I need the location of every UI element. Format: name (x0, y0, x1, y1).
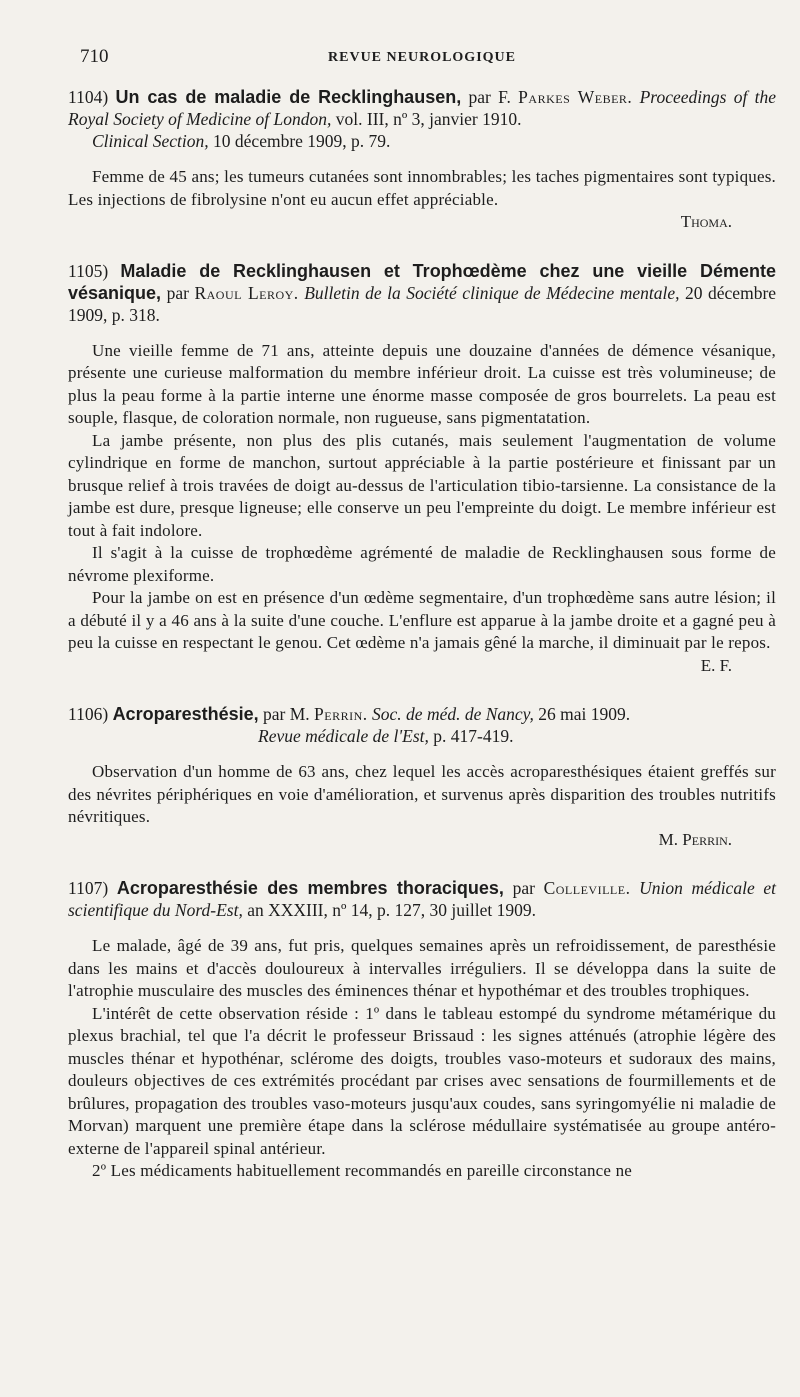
entry-author: Parkes Weber. (518, 87, 633, 107)
entry-author: Colleville. (543, 878, 631, 898)
entry-heading (68, 86, 776, 152)
entry-heading (68, 260, 776, 326)
entry-source-details: an XXXIII, nº 14, p. 127, 30 juillet 1909. (247, 900, 536, 920)
entry-source: Union médicale et scientifique du Nord-Est, (68, 878, 777, 920)
entry-number: 1106) (68, 704, 109, 724)
signature-line (68, 829, 776, 852)
signature-line (68, 655, 776, 678)
paragraph: Femme de 45 ans; les tumeurs cutanées sont innombrables; les taches pigmentaires sont typiques. Les injections de fibrolysine n'ont eu aucun effet appréciable. (68, 167, 776, 209)
entry-heading (68, 703, 776, 747)
paragraph: Le malade, âgé de 39 ans, fut pris, quelques semaines après un refroidissement, de paresthésie dans les mains et d'accès douloureux à intervalles irréguliers. Il se développa dans la suite de l'atrophie musculaire des muscles des éminences thénar et hypothémar et des troubles trophiques. (68, 936, 776, 1000)
entry-source-secondary: Revue médicale de l'Est, (258, 726, 429, 746)
entry-source-details: 20 décembre 1909, p. 318. (68, 282, 777, 325)
entry-title: Un cas de maladie de Recklinghausen, (115, 87, 462, 107)
paragraph: Il s'agit à la cuisse de trophœdème agrémenté de maladie de Recklinghausen sous forme de névrome plexiforme. (68, 543, 776, 585)
entry-title: Acroparesthésie des membres thoraciques, (116, 878, 504, 898)
entry-source: Bulletin de la Société clinique de Médecine mentale, (304, 282, 680, 303)
entry-source-secondary-details: p. 417-419. (433, 726, 514, 746)
entry-number: 1104) (68, 87, 109, 107)
paragraph: La jambe présente, non plus des plis cutanés, mais seulement l'augmentation de volume cylindrique en forme de manchon, surtout appréciable à la partie postérieure et finissant par un brusque relief à trois travées de doigt au-dessus de l'articulation tibio-tarsienne. La consistance de la jambe est dure, presque ligneuse; elle conserve un peu l'empreinte du doigt. Le membre inférieur est tout à fait indolore. (68, 430, 776, 540)
entry-source-secondary-details: 10 décembre 1909, p. 79. (213, 131, 391, 151)
entry-by: par M. (263, 704, 310, 724)
entry-author: Raoul Leroy. (194, 282, 299, 303)
entry-source: Soc. de méd. de Nancy, (372, 704, 534, 724)
abstract-entry (68, 703, 776, 851)
entry-source: Proceedings of the Royal Society of Medicine of London, (68, 87, 777, 129)
entry-title: Acroparesthésie, (112, 704, 259, 724)
entry-by: par (512, 878, 535, 898)
paragraph: Observation d'un homme de 63 ans, chez lequel les accès acroparesthésiques étaient greffés sur des névrites périphériques en voie d'amélioration, et survenus après disparition des troubles nutritifs névritiques. (68, 762, 776, 826)
entry-heading (68, 877, 776, 921)
paragraph: 2º Les médicaments habituellement recommandés en pareille circonstance ne (92, 1161, 633, 1180)
signature: Thoma. (680, 212, 732, 231)
page-header (68, 44, 776, 80)
entry-number: 1105) (68, 260, 109, 281)
paragraph: Une vieille femme de 71 ans, atteinte depuis une douzaine d'années de démence vésanique, présente une curieuse malformation du membre inférieur droit. La cuisse est très volumineuse; de plus la peau forme à la partie interne une énorme masse composée de gros bourrelets. La peau est souple, flasque, de coloration normale, non rugueuse, sans pigmentatation. (68, 340, 776, 427)
entry-body (68, 340, 776, 678)
entry-by: par F. (468, 87, 511, 107)
entry-body (68, 761, 776, 851)
paragraph: L'intérêt de cette observation réside : 1º dans le tableau estompé du syndrome métamérique du plexus brachial, tel que l'a décrit le professeur Brissaud : les signes atténués (atrophie légère des muscles thénar et hypothénar, sclérome des doigts, troubles vaso-moteurs et sudoraux des mains, douleurs objectives de ces extrémités procédant par crises avec sensations de fourmillements et de brûlures, propagation des troubles vaso-moteurs jusqu'aux coudes, sans syringomyélie ni maladie de Morvan) marquent une première étape dans la sclérose médullaire systématisée au groupe antéro-externe de l'appareil spinal antérieur. (68, 1003, 776, 1158)
entry-source-details: 26 mai 1909. (538, 704, 631, 724)
signature: E. F. (700, 655, 732, 675)
entry-body (68, 935, 776, 1183)
entry-author: Perrin. (314, 704, 368, 724)
entry-body (68, 166, 776, 234)
entry-title: Maladie de Recklinghausen et Trophœdème chez une vieille Démente vésanique, (68, 260, 776, 303)
signature-line (68, 211, 776, 234)
paragraph: Pour la jambe on est en présence d'un œdème segmentaire, d'un trophœdème sans autre lésion; il a débuté il y a 46 ans à la suite d'une couche. L'enflure est apparue à la jambe droite et a gagné peu à peu la cuisse en respectant le genou. Cet œdème n'a jamais gêné la marche, il diminuait par le repos. (68, 588, 776, 652)
entry-number: 1107) (68, 878, 109, 898)
page-number: 710 (80, 46, 109, 67)
entry-by: par (166, 282, 189, 303)
running-head: REVUE NEUROLOGIQUE (328, 50, 516, 65)
entry-source-details: vol. III, nº 3, janvier 1910. (335, 109, 522, 129)
abstract-entry (68, 86, 776, 234)
entry-source-secondary: Clinical Section, (92, 131, 209, 151)
abstract-entry (68, 260, 776, 678)
abstract-entry (68, 877, 776, 1183)
signature: M. Perrin. (658, 829, 732, 849)
